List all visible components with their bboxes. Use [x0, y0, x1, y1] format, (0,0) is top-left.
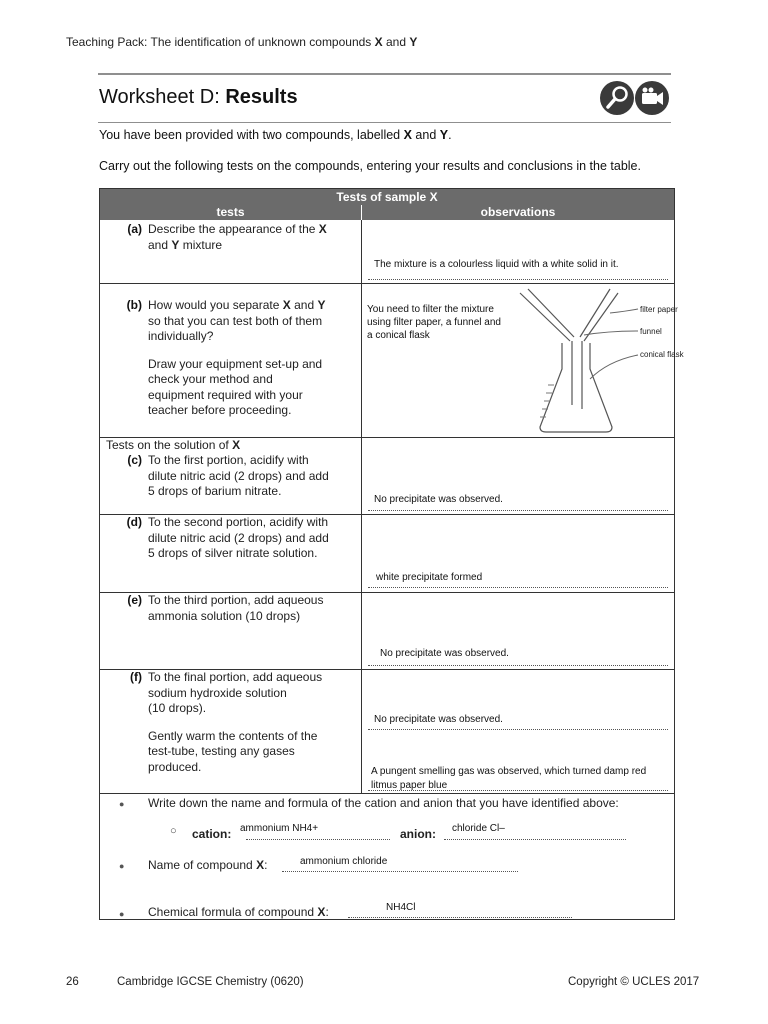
cation-answer[interactable]: ammonium NH4+: [240, 823, 319, 834]
question-label-c: (c): [127, 453, 142, 467]
question-label-d: (d): [126, 515, 142, 529]
bullet-icon: ●: [119, 909, 125, 919]
conclusion-instruction: Write down the name and formula of the cation and anion that you have identified above:: [148, 796, 619, 810]
compound-formula-label: Chemical formula of compound X:: [148, 905, 329, 919]
question-label-a: (a): [127, 222, 142, 236]
running-header: Teaching Pack: The identification of unknown compounds X and Y: [66, 35, 418, 49]
page-title: Worksheet D: Results: [99, 86, 298, 108]
anion-label: anion:: [400, 827, 436, 841]
compound-formula-answer[interactable]: NH4Cl: [386, 902, 416, 913]
question-text-c: To the first portion, acidify with dilute nitric acid (2 drops) and add 5 drops of barium nitrate.: [148, 453, 329, 498]
answer-a[interactable]: The mixture is a colourless liquid with a white solid in it.: [374, 259, 619, 270]
solution-heading: Tests on the solution of X: [106, 438, 241, 452]
video-camera-icon: [635, 81, 669, 115]
column-divider: [361, 220, 362, 793]
answer-d[interactable]: white precipitate formed: [376, 572, 483, 583]
question-text-d: To the second portion, acidify with dilute nitric acid (2 drops) and add 5 drops of silver nitrate solution.: [148, 515, 329, 560]
magnifier-icon: [600, 80, 670, 116]
page-number: 26: [66, 976, 79, 988]
answer-line-f1: [368, 729, 668, 730]
answer-c[interactable]: No precipitate was observed.: [374, 494, 503, 505]
question-label-f: (f): [130, 670, 142, 684]
answer-f-precipitate[interactable]: No precipitate was observed.: [374, 714, 503, 725]
title-rule-bottom: [98, 122, 671, 123]
bullet-icon: ●: [119, 799, 125, 809]
table-title: Tests of sample X: [100, 189, 674, 205]
column-header-observations: observations: [362, 205, 674, 220]
intro-line-1: You have been provided with two compounds, labelled X and Y.: [99, 128, 452, 142]
answer-line-a: [368, 279, 668, 280]
question-text-f: To the final portion, add aqueous sodium hydroxide solution (10 drops). Gently warm the contents of the test-tube, testing any gases produced.: [148, 670, 323, 774]
intro-line-2: Carry out the following tests on the compounds, entering your results and conclusions in the table.: [99, 159, 641, 173]
bullet-icon: ●: [119, 861, 125, 871]
question-label-e: (e): [127, 593, 142, 607]
worksheet-icons: [600, 80, 670, 116]
answer-e[interactable]: No precipitate was observed.: [380, 648, 509, 659]
answer-line-c: [368, 510, 668, 511]
anion-answer[interactable]: chloride Cl–: [452, 823, 505, 834]
question-text-a: Describe the appearance of the X and Y mixture: [148, 222, 327, 252]
question-label-b: (b): [126, 298, 142, 312]
column-header-tests: tests: [100, 205, 361, 220]
label-conical-flask: conical flask: [640, 350, 684, 359]
row-divider: [100, 793, 674, 794]
anion-answer-line: [444, 839, 626, 840]
answer-line-d: [368, 587, 668, 588]
compound-formula-answer-line: [348, 917, 572, 918]
compound-name-answer[interactable]: ammonium chloride: [300, 856, 388, 867]
compound-name-label: Name of compound X:: [148, 858, 268, 872]
course-name: Cambridge IGCSE Chemistry (0620): [117, 976, 304, 988]
answer-line-f2: [368, 790, 668, 791]
copyright: Copyright © UCLES 2017: [568, 976, 700, 988]
answer-f-gas[interactable]: A pungent smelling gas was observed, which turned damp red litmus paper blue: [371, 766, 647, 791]
answer-line-e: [368, 665, 668, 666]
question-text-b: How would you separate X and Y so that you can test both of them individually? Draw your equipment set-up and check your method and equipment required with your teacher before proceeding.: [148, 298, 326, 417]
sub-bullet-icon: ○: [170, 825, 177, 837]
cation-answer-line: [246, 839, 390, 840]
compound-name-answer-line: [282, 871, 518, 872]
row-divider: [100, 283, 674, 284]
cation-label: cation:: [192, 827, 232, 841]
label-filter-paper: filter paper: [640, 305, 678, 314]
question-text-e: To the third portion, add aqueous ammonia solution (10 drops): [148, 593, 324, 623]
title-rule-top: [98, 73, 671, 75]
results-table: [99, 188, 684, 920]
filtration-diagram: [518, 287, 684, 437]
answer-b[interactable]: You need to filter the mixture using filter paper, a funnel and a conical flask: [367, 304, 501, 341]
label-funnel: funnel: [640, 327, 662, 336]
